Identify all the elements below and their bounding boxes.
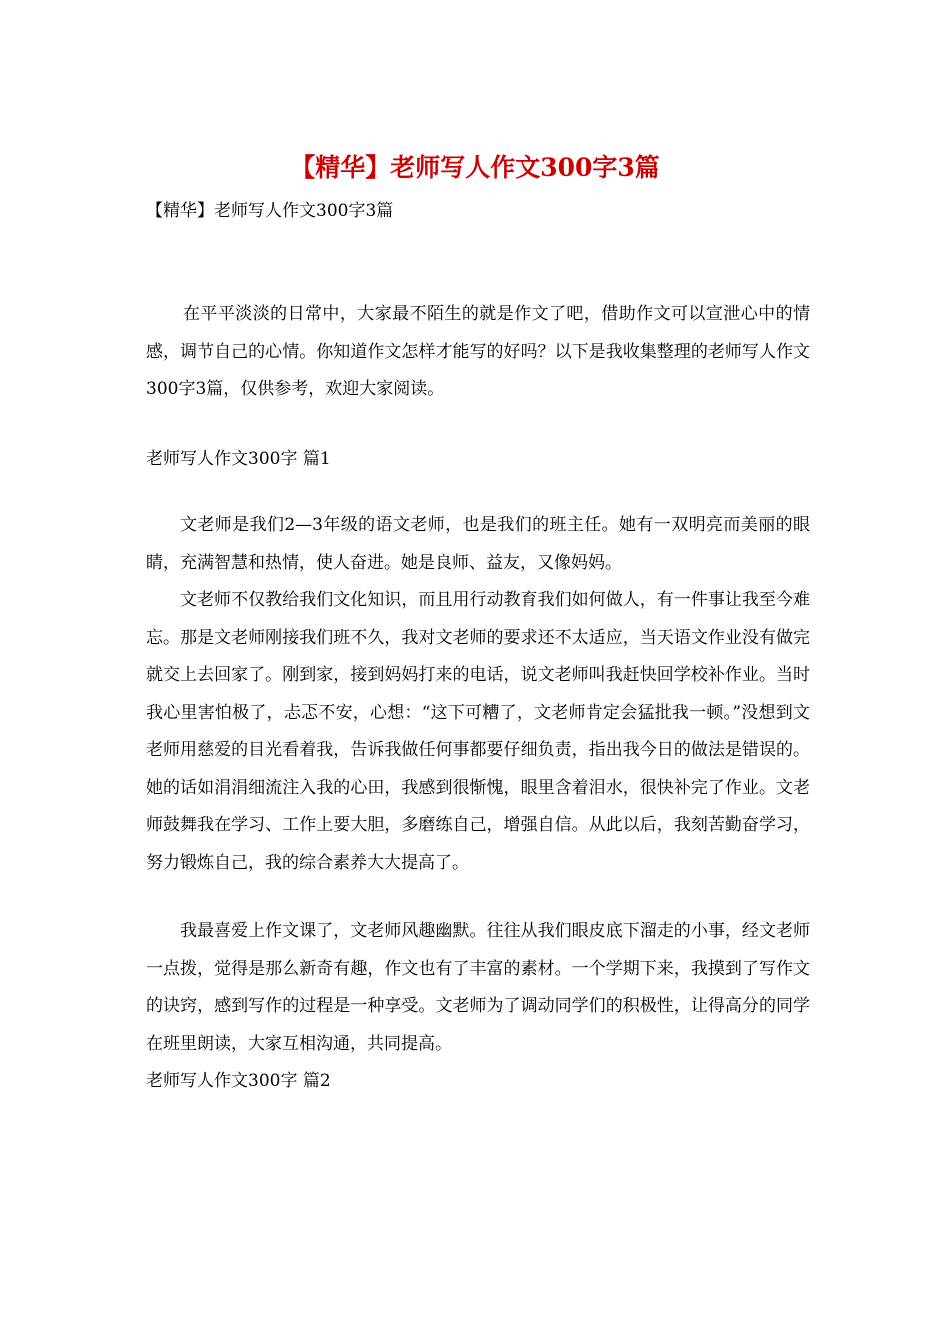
section1-paragraph: 我最喜爱上作文课了，文老师风趣幽默。往往从我们眼皮底下溜走的小事，经文老师一点拨，觉得是那么新奇有趣，作文也有了丰富的素材。一个学期下来，我摸到了写作文的诀窍，感到写作的过程是一种享受。文老师为了调动同学们的积极性，让得高分的同学在班里朗读，大家互相沟通，共同提高。 [146,921,810,1054]
section-heading-1: 老师写人作文300字 篇1 [146,449,331,469]
section1-paragraph: 文老师不仅教给我们文化知识，而且用行动教育我们如何做人，有一件事让我至今难忘。那是文老师刚接我们班不久，我对文老师的要求还不太适应，当天语文作业没有做完就交上去回家了。刚到家，接到妈妈打来的电话，说文老师叫我赶快回学校补作业。当时我心里害怕极了，忐忑不安，心想：“这下可糟了，文老师肯定会猛批我一顿。”没想到文老师用慈爱的目光看着我，告诉我做任何事都要仔细负责，指出我今日的做法是错误的。她的话如涓涓细流注入我的心田，我感到很惭愧，眼里含着泪水，很快补完了作业。文老师鼓舞我在学习、工作上要大胆，多磨练自己，增强自信。从此以后，我刻苦勤奋学习，努力锻炼自己，我的综合素养大大提高了。 [146,590,810,873]
section1-paragraph: 文老师是我们2—3年级的语文老师，也是我们的班主任。她有一双明亮而美丽的眼睛，充满智慧和热情，使人奋进。她是良师、益友，又像妈妈。 [146,515,810,573]
document-subtitle: 【精华】老师写人作文300字3篇 [146,201,394,221]
document-title: 【精华】老师写人作文300字3篇 [290,153,660,182]
intro-paragraph: 在平平淡淡的日常中，大家最不陌生的就是作文了吧，借助作文可以宣泄心中的情感，调节自己的心情。你知道作文怎样才能写的好吗？以下是我收集整理的老师写人作文300字3篇，仅供参考，欢迎大家阅读。 [146,304,810,399]
section-heading-2: 老师写人作文300字 篇2 [146,1071,331,1091]
